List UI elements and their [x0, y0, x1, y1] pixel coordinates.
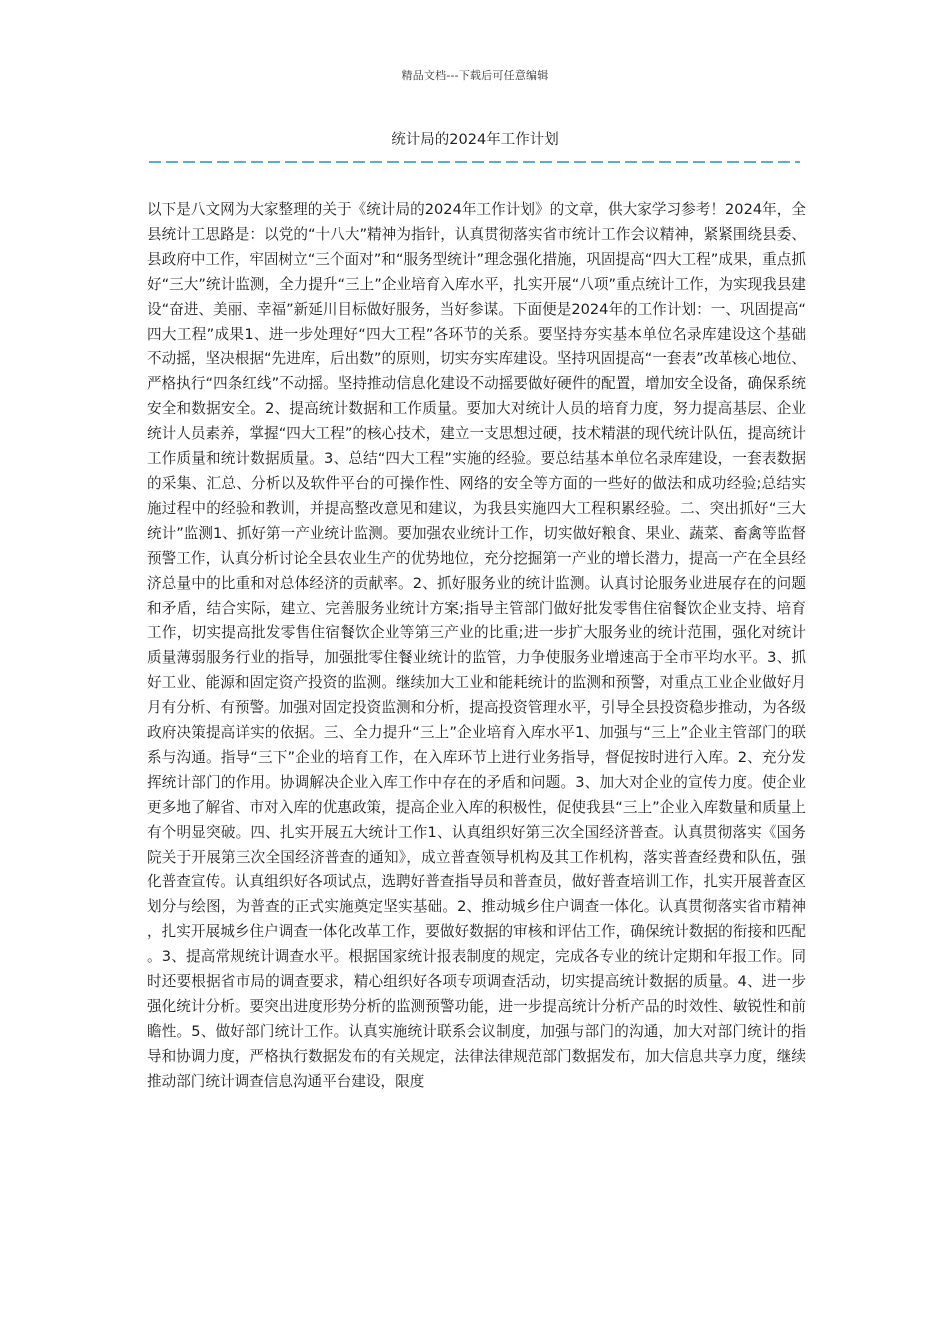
page-title: 统计局的2024年工作计划 — [391, 132, 559, 148]
body-paragraph: 以下是八文网为大家整理的关于《统计局的2024年工作计划》的文章，供大家学习参考！2024年，全县统计工思路是：以党的“十八大”精神为指针，认真贯彻落实省市统计工作会议精神，紧紧围绕县委、县政府中工作，牢固树立“三个面对”和“服务型统计”理念强化措施，巩固提高“四大工程”成果，重点抓好“三大”统计监测，全力提升“三上”企业培育入库水平，扎实开展“八项”重点统计工作，为实现我县建设“奋进、美丽、幸福”新延川目标做好服务，当好参谋。下面便是2024年的工作计划：一、巩固提高“四大工程”成果1、进一步处理好“四大工程”各环节的关系。要坚持夯实基本单位名录库建设这个基础不动摇，坚决根据“先进库，后出数”的原则，切实夯实库建设。坚持巩固提高“一套表”改革核心地位、严格执行“四条红线”不动摇。坚持推动信息化建设不动摇要做好硬件的配置，增加安全设备，确保系统安全和数据安全。2、提高统计数据和工作质量。要加大对统计人员的培育力度，努力提高基层、企业统计人员素养，掌握“四大工程”的核心技术，建立一支思想过硬，技术精湛的现代统计队伍，提高统计工作质量和统计数据质量。3、总结“四大工程”实施的经验。要总结基本单位名录库建设，一套表数据的采集、汇总、分析以及软件平台的可操作性、网络的安全等方面的一些好的做法和成功经验;总结实施过程中的经验和教训，并提高整改意见和建议，为我县实施四大工程积累经验。二、突出抓好“三大统计”监测1、抓好第一产业统计监测。要加强农业统计工作，切实做好粮食、果业、蔬菜、畜禽等监督预警工作，认真分析讨论全县农业生产的优势地位，充分挖掘第一产业的增长潜力，提高一产在全县经济总量中的比重和对总体经济的贡献率。2、抓好服务业的统计监测。认真讨论服务业进展存在的问题和矛盾，结合实际，建立、完善服务业统计方案;指导主管部门做好批发零售住宿餐饮企业支持、培育工作，切实提高批发零售住宿餐饮企业等第三产业的比重;进一步扩大服务业的统计范围，强化对统计质量薄弱服务行业的指导，加强批零住餐业统计的监管，力争使服务业增速高于全市平均水平。3、抓好工业、能源和固定资产投资的监测。继续加大工业和能耗统计的监测和预警，对重点工业企业做好月月有分析、有预警。加强对固定投资监测和分析，提高投资管理水平，引导全县投资稳步推动，为各级政府决策提高详实的依据。三、全力提升“三上”企业培育入库水平1、加强与“三上”企业主管部门的联系与沟通。指导“三下”企业的培育工作，在入库环节上进行业务指导，督促按时进行入库。2、充分发挥统计部门的作用。协调解决企业入库工作中存在的矛盾和问题。3、加大对企业的宣传力度。使企业更多地了解省、市对入库的优惠政策，提高企业入库的积极性，促使我县“三上”企业入库数量和质量上有个明显突破。四、扎实开展五大统计工作1、认真组织好第三次全国经济普查。认真贯彻落实《国务院关于开展第三次全国经济普查的通知》，成立普查领导机构及其工作机构，落实普查经费和队伍，强化普查宣传。认真组织好各项试点，选聘好普查指导员和普查员，做好普查培训工作，扎实开展普查区划分与绘图，为普查的正式实施奠定坚实基础。2、推动城乡住户调查一体化。认真贯彻落实省市精神，扎实开展城乡住户调查一体化改革工作，要做好数据的审核和评估工作，确保统计数据的衔接和匹配。3、提高常规统计调查水平。根据国家统计报表制度的规定，完成各专业的统计定期和年报工作。同时还要根据省市局的调查要求，精心组织好各项专项调查活动，切实提高统计数据的质量。4、进一步强化统计分析。要突出进度形势分析的监测预警功能，进一步提高统计分析产品的时效性、敏锐性和前瞻性。5、做好部门统计工作。认真实施统计联系会议制度，加强与部门的沟通，加大对部门统计的指导和协调力度，严格执行数据发布的有关规定，法律法律规范部门数据发布，加大信息共享力度，继续推动部门统计调查信息沟通平台建设，限度 — [147, 201, 806, 1090]
dashed-divider — [149, 161, 800, 163]
document-body — [147, 198, 806, 1095]
header-note: 精品文档---下载后可任意编辑 — [401, 69, 549, 82]
